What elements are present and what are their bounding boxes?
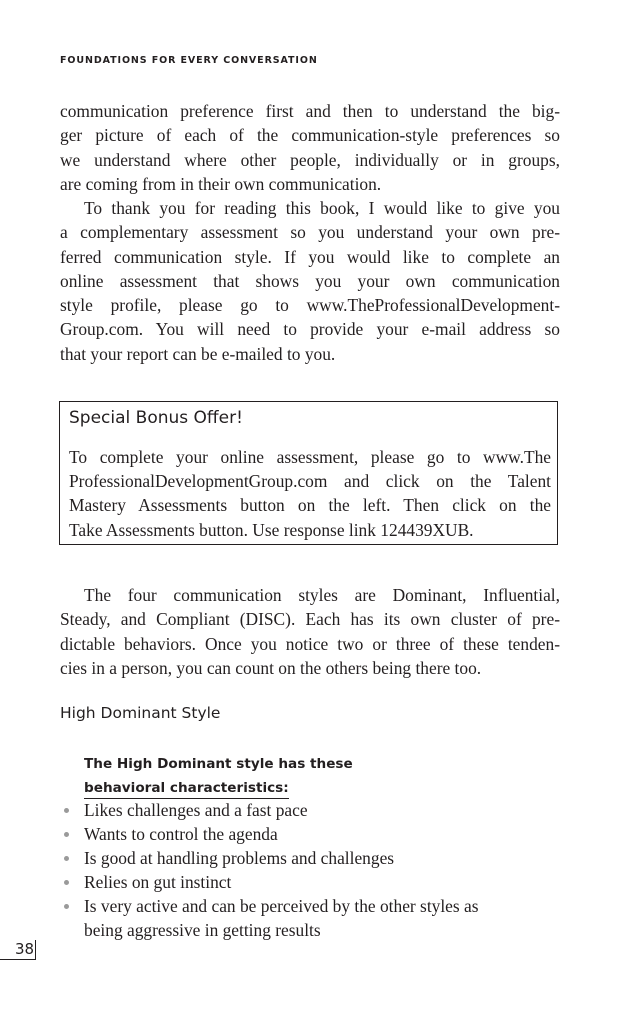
list-item-text: Relies on gut instinct — [84, 872, 232, 893]
body-paragraph-1 — [60, 99, 560, 196]
body-paragraph-2 — [60, 196, 560, 366]
bullet-icon — [64, 808, 69, 813]
running-head: FOUNDATIONS FOR EVERY CONVERSATION — [60, 55, 318, 66]
page-number: 38 — [0, 940, 36, 960]
bullet-icon — [64, 880, 69, 885]
bullet-icon — [64, 832, 69, 837]
paragraph-line: The four communication styles are Dominant, Influential, — [84, 585, 560, 605]
paragraph-line: ger picture of each of the communication-style preferences so — [60, 125, 560, 146]
bonus-line: To complete your online assessment, please go to www.The — [69, 447, 551, 467]
body-paragraph-3 — [60, 583, 560, 680]
bonus-title: Special Bonus Offer! — [69, 408, 243, 428]
bullet-icon — [64, 904, 69, 909]
characteristics-heading-line-1: The High Dominant style has these — [84, 756, 353, 772]
section-heading: High Dominant Style — [60, 704, 221, 722]
paragraph-line: ferred communication style. If you would like to complete an — [60, 246, 560, 267]
paragraph-line: dictable behaviors. Once you notice two or three of these tenden- — [60, 633, 560, 654]
special-bonus-offer-box — [59, 401, 558, 545]
list-item — [60, 846, 560, 870]
list-item-text: Is very active and can be perceived by the other styles as — [84, 896, 479, 917]
bullet-icon — [64, 856, 69, 861]
list-item — [60, 870, 560, 894]
characteristics-list — [60, 798, 560, 943]
list-item-text: Is good at handling problems and challenges — [84, 848, 395, 869]
paragraph-line: we understand where other people, individually or in groups, — [60, 149, 560, 170]
bonus-line: ProfessionalDevelopmentGroup.com and click on the Talent — [69, 471, 551, 492]
list-item-text: being aggressive in getting results — [84, 920, 321, 941]
characteristics-heading — [84, 752, 353, 800]
paragraph-line: communication preference first and then to understand the big- — [60, 101, 560, 121]
paragraph-line: that your report can be e-mailed to you. — [60, 343, 336, 364]
paragraph-line: online assessment that shows you your own communication — [60, 270, 560, 291]
paragraph-line: Steady, and Compliant (DISC). Each has its own cluster of pre- — [60, 609, 560, 630]
bonus-body — [69, 445, 551, 542]
list-item — [60, 822, 560, 846]
paragraph-line: are coming from in their own communication. — [60, 173, 382, 194]
paragraph-line: cies in a person, you can count on the others being there too. — [60, 657, 482, 678]
paragraph-line: a complementary assessment so you understand your own pre- — [60, 222, 560, 243]
list-item — [60, 894, 560, 942]
bonus-line: Mastery Assessments button on the left. Then click on the — [69, 495, 551, 516]
list-item-text: Wants to control the agenda — [84, 824, 278, 845]
characteristics-heading-line-2: behavioral characteristics: — [84, 778, 289, 799]
bonus-line: Take Assessments button. Use response link 124439XUB. — [69, 519, 474, 540]
paragraph-line: Group.com. You will need to provide your e-mail address so — [60, 319, 560, 340]
paragraph-line: style profile, please go to www.TheProfessionalDevelopment- — [60, 295, 560, 316]
list-item-text: Likes challenges and a fast pace — [84, 800, 308, 820]
list-item — [60, 798, 560, 822]
paragraph-line: To thank you for reading this book, I would like to give you — [84, 198, 560, 218]
